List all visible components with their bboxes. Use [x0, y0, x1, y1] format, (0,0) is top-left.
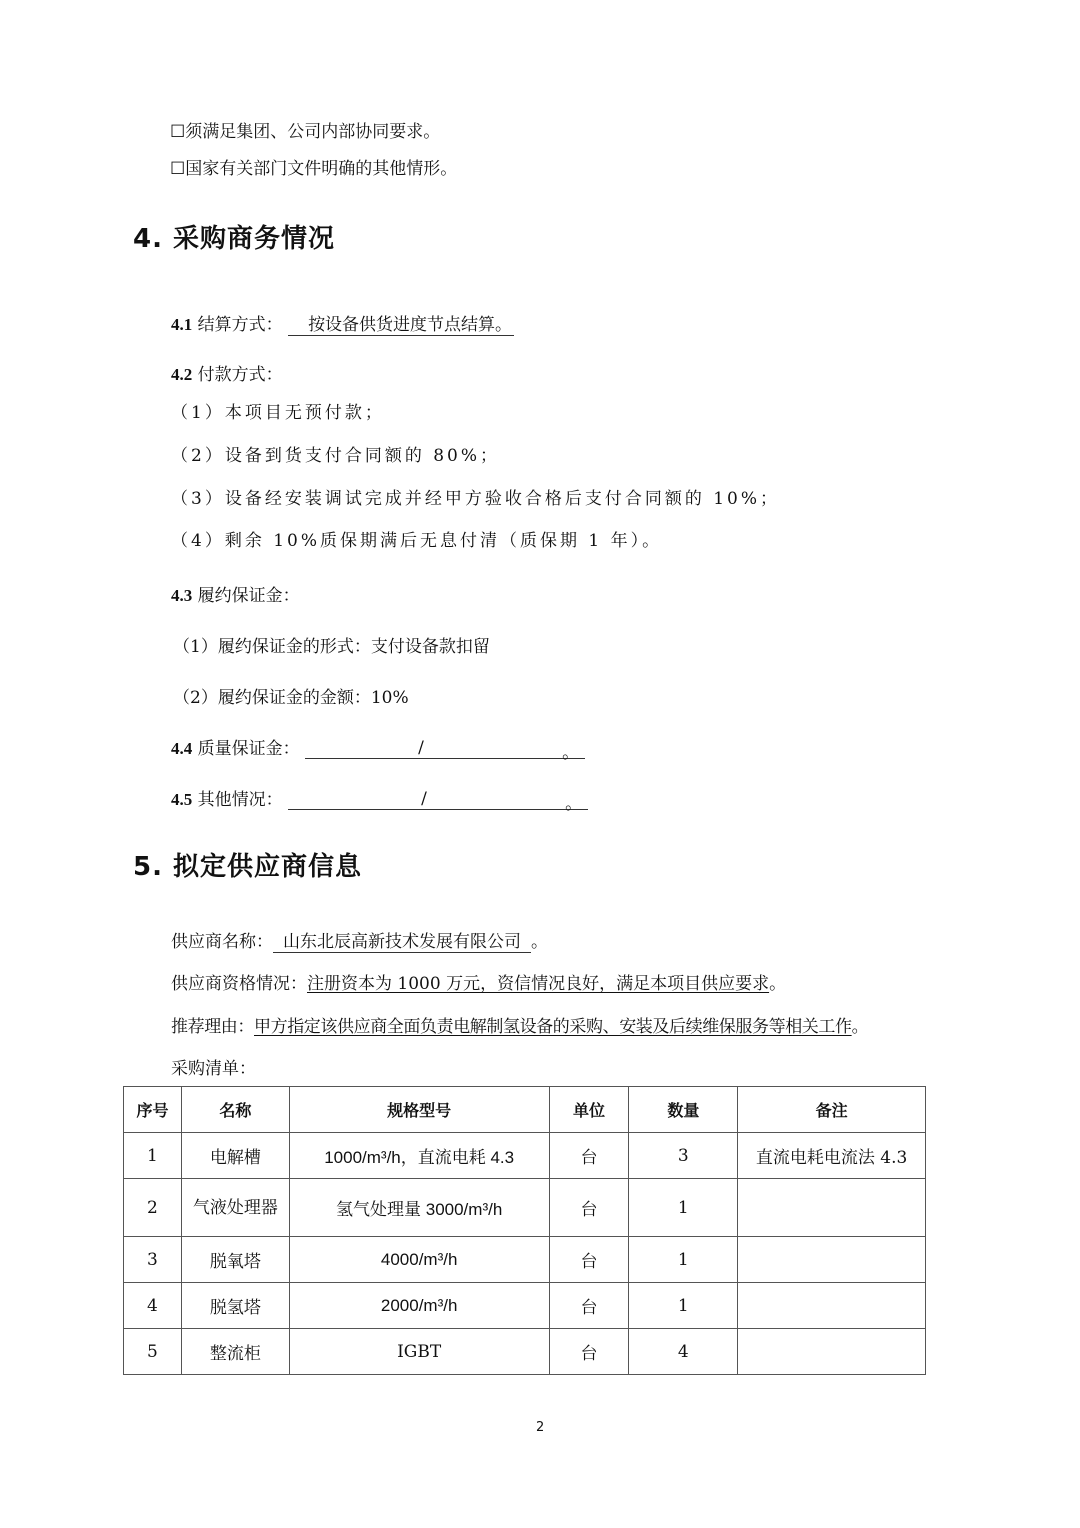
- section-title: 拟定供应商信息: [173, 852, 363, 882]
- checklist-text: 国家有关部门文件明确的其他情形。: [185, 159, 458, 179]
- section-title: 采购商务情况: [173, 224, 336, 254]
- payment-item: （2）设备到货支付合同额的 80%；: [171, 446, 501, 466]
- item-number: 4.3: [171, 586, 193, 605]
- cell-spec: 1000/m³/h，直流电耗 4.3: [289, 1133, 549, 1179]
- reason-label: 推荐理由：: [171, 1017, 254, 1037]
- page-number: 2: [536, 1420, 545, 1435]
- procurement-table: [123, 1086, 926, 1375]
- table-header-row: [124, 1087, 926, 1133]
- supplier-name-row: [171, 927, 548, 953]
- payment-item: （4）剩余 10%质保期满后无息付清（质保期 1 年）。: [171, 531, 663, 551]
- settlement-row: [171, 310, 514, 336]
- cell-unit: 台: [549, 1237, 629, 1283]
- cell-unit: 台: [549, 1179, 629, 1237]
- section-number: 4.: [133, 224, 163, 254]
- other-row: [171, 785, 588, 814]
- recommendation-reason-row: [171, 1012, 868, 1037]
- cell-spec: 2000/m³/h: [289, 1283, 549, 1329]
- cell-spec: IGBT: [289, 1329, 549, 1375]
- payment-heading: [171, 360, 283, 385]
- cell-index: 5: [124, 1329, 182, 1375]
- cell-quantity: 1: [629, 1283, 738, 1329]
- cell-quantity: 3: [629, 1133, 738, 1179]
- cell-unit: 台: [549, 1329, 629, 1375]
- checklist-item: [170, 158, 457, 180]
- performance-bond-label: 履约保证金：: [197, 586, 300, 606]
- period: 。: [562, 743, 580, 763]
- cell-name: 气液处理器: [181, 1179, 289, 1237]
- payment-item: （1）本项目无预付款；: [171, 403, 385, 423]
- cell-spec: 氢气处理量 3000/m³/h: [289, 1179, 549, 1237]
- other-value: /: [421, 789, 427, 809]
- settlement-label: 结算方式：: [197, 315, 283, 335]
- period: 。: [565, 794, 583, 814]
- header-name: 名称: [181, 1087, 289, 1133]
- header-index: 序号: [124, 1087, 182, 1133]
- header-remarks: 备注: [738, 1087, 926, 1133]
- item-number: 4.5: [171, 790, 193, 809]
- cell-name: 整流柜: [181, 1329, 289, 1375]
- table-row: [124, 1329, 926, 1375]
- settlement-value: 按设备供货进度节点结算。: [288, 310, 514, 336]
- cell-remarks: [738, 1179, 926, 1237]
- other-label: 其他情况：: [197, 790, 283, 810]
- section-4-heading: [133, 218, 335, 255]
- table-row: [124, 1237, 926, 1283]
- cell-index: 2: [124, 1179, 182, 1237]
- table-row: [124, 1283, 926, 1329]
- performance-bond-item: （2）履约保证金的金额：10%: [173, 688, 409, 708]
- table-row: [124, 1179, 926, 1237]
- quality-bond-row: [171, 734, 585, 763]
- reason-value: 甲方指定该供应商全面负责电解制氢设备的采购、安装及后续维保服务等相关工作: [254, 1017, 852, 1037]
- cell-remarks: [738, 1237, 926, 1283]
- cell-index: 4: [124, 1283, 182, 1329]
- period: 。: [851, 1017, 869, 1037]
- qualification-value: 注册资本为 1000 万元，资信情况良好，满足本项目供应要求: [307, 974, 770, 994]
- item-number: 4.4: [171, 739, 193, 758]
- qualification-label: 供应商资格情况：: [171, 974, 307, 994]
- supplier-qualification-row: [171, 969, 786, 994]
- performance-bond-heading: [171, 581, 300, 606]
- cell-unit: 台: [549, 1283, 629, 1329]
- quality-bond-field[interactable]: [305, 738, 585, 763]
- other-field[interactable]: [288, 789, 588, 814]
- cell-spec: 4000/m³/h: [289, 1237, 549, 1283]
- cell-remarks: [738, 1283, 926, 1329]
- cell-name: 电解槽: [181, 1133, 289, 1179]
- header-quantity: 数量: [629, 1087, 738, 1133]
- cell-index: 3: [124, 1237, 182, 1283]
- header-spec: 规格型号: [289, 1087, 549, 1133]
- quality-bond-label: 质量保证金：: [197, 739, 300, 759]
- period: 。: [531, 932, 548, 952]
- section-5-heading: [133, 846, 362, 883]
- cell-quantity: 1: [629, 1237, 738, 1283]
- cell-unit: 台: [549, 1133, 629, 1179]
- cell-remarks: [738, 1329, 926, 1375]
- payment-item: （3）设备经安装调试完成并经甲方验收合格后支付合同额的 10%；: [171, 489, 781, 509]
- section-number: 5.: [133, 852, 163, 882]
- item-number: 4.1: [171, 315, 193, 334]
- quality-bond-value: /: [418, 738, 424, 758]
- header-unit: 单位: [549, 1087, 629, 1133]
- supplier-name-value: 山东北辰高新技术发展有限公司: [273, 927, 531, 953]
- performance-bond-item: （1）履约保证金的形式：支付设备款扣留: [173, 637, 490, 657]
- cell-quantity: 4: [629, 1329, 738, 1375]
- payment-label: 付款方式：: [197, 365, 283, 385]
- checkbox-icon[interactable]: ☐: [170, 122, 186, 142]
- cell-remarks: 直流电耗电流法 4.3: [738, 1133, 926, 1179]
- cell-name: 脱氢塔: [181, 1283, 289, 1329]
- cell-name: 脱氧塔: [181, 1237, 289, 1283]
- checkbox-icon[interactable]: ☐: [170, 159, 186, 179]
- supplier-name-label: 供应商名称：: [171, 932, 273, 952]
- item-number: 4.2: [171, 365, 193, 384]
- checklist-item: [170, 121, 440, 143]
- procurement-list-label: 采购清单：: [171, 1059, 256, 1079]
- cell-index: 1: [124, 1133, 182, 1179]
- checklist-text: 须满足集团、公司内部协同要求。: [185, 122, 441, 142]
- cell-quantity: 1: [629, 1179, 738, 1237]
- period: 。: [769, 974, 787, 994]
- table-row: [124, 1133, 926, 1179]
